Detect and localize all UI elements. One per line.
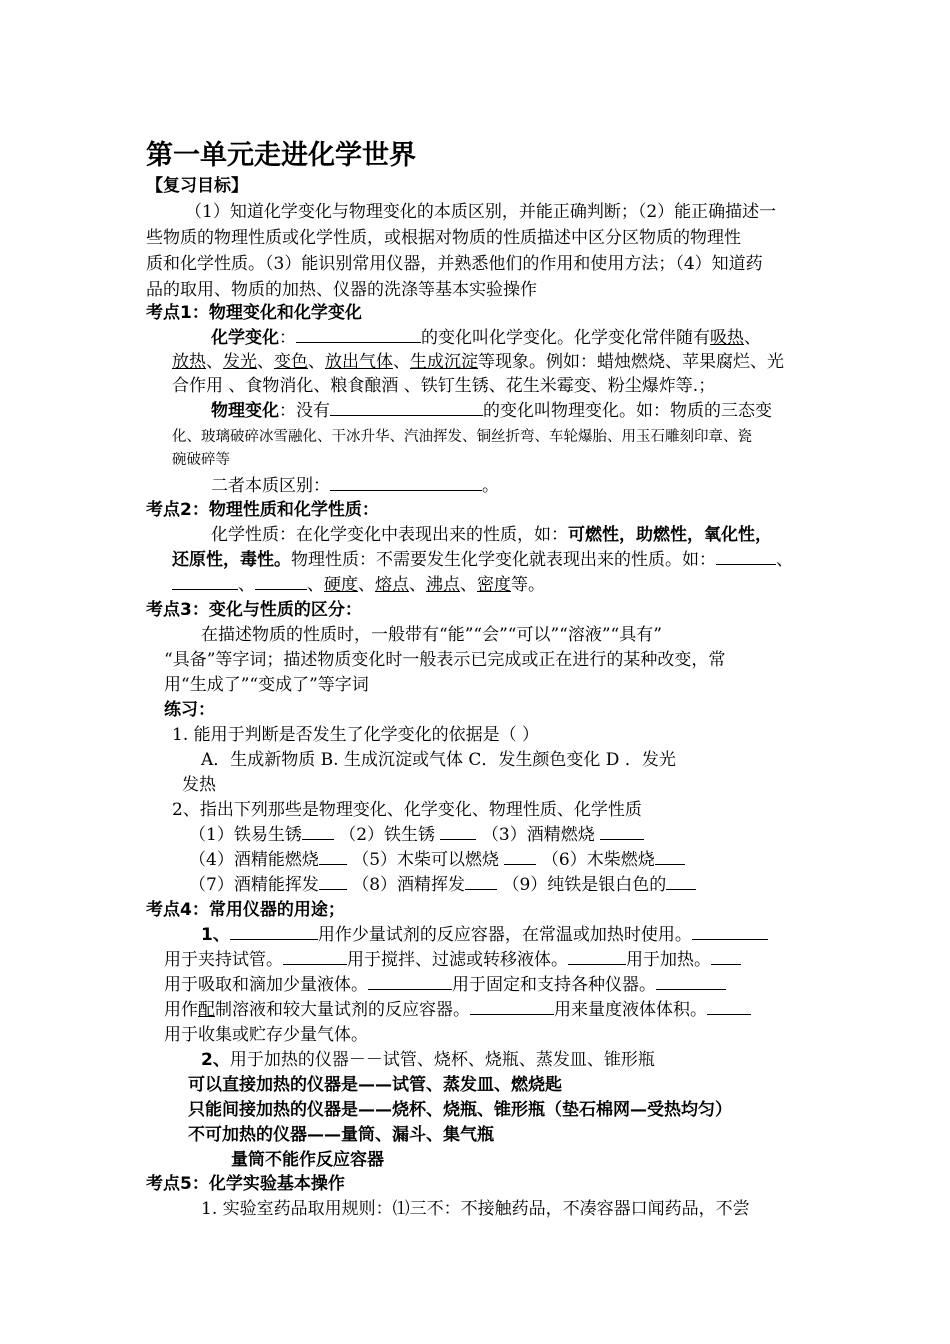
instrument-line: 用于吸取和滴加少量液体。 用于固定和支持各种仪器。 <box>164 973 726 997</box>
rule-line: 1. 实验室药品取用规则：⑴三不：不接触药品，不凑容器口闻药品，不尝 <box>201 1199 750 1219</box>
answer-blank[interactable] <box>302 823 334 840</box>
chem-change-line: 化学变化： 的变化叫化学变化。化学变化常伴随有吸热、 <box>211 328 761 348</box>
question-1-options: 发热 <box>182 775 216 795</box>
instrument-line: 用作配制溶液和较大量试剂的反应容器。 用来量度液体体积。 <box>164 998 751 1022</box>
cylinder-note: 量筒不能作反应容器 <box>231 1150 384 1170</box>
fill-blank[interactable] <box>172 573 238 590</box>
fill-blank[interactable] <box>230 923 318 940</box>
fill-blank[interactable] <box>330 474 482 491</box>
review-line: （1）知道化学变化与物理变化的本质区别，并能正确判断；（2）能正确描述一 <box>185 202 777 222</box>
answer-blank[interactable] <box>504 848 536 865</box>
paragraph-line: 用“生成了”“变成了”等字词 <box>164 675 369 695</box>
answer-blank[interactable] <box>465 873 497 890</box>
paragraph-line: “具备”等字词；描述物质变化时一般表示已完成或正在进行的某种改变，常 <box>164 650 726 670</box>
property-line: 、 、硬度、熔点、沸点、密度等。 <box>172 573 545 597</box>
page-title: 第一单元走进化学世界 <box>146 140 416 171</box>
fill-blank[interactable] <box>255 573 307 590</box>
answer-blank[interactable] <box>600 823 644 840</box>
review-line: 品的取用、物质的加热、仪器的洗涤等基本实验操作 <box>146 280 537 300</box>
indirect-heat-line: 只能间接加热的仪器是——烧杯、烧瓶、锥形瓶（垫石棉网—受热均匀） <box>188 1100 732 1120</box>
practice-heading: 练习： <box>164 700 215 720</box>
answer-blank[interactable] <box>440 823 476 840</box>
instrument-line: 用于夹持试管。 用于搅拌、过滤或转移液体。 用于加热。 <box>164 948 741 972</box>
heating-line: 2、用于加热的仪器－－试管、烧杯、烧瓶、蒸发皿、锥形瓶 <box>201 1050 655 1070</box>
question-2-row: （1）铁易生锈 （2）铁生锈 （3）酒精燃烧 <box>189 823 644 847</box>
property-line: 还原性，毒性。物理性质：不需要发生化学变化就表现出来的性质。如： 、 <box>172 550 793 570</box>
fill-blank[interactable] <box>716 548 776 565</box>
fill-blank[interactable] <box>296 326 421 343</box>
instrument-line: 用于收集或贮存少量气体。 <box>164 1025 368 1045</box>
fill-blank[interactable] <box>283 948 347 965</box>
difference-line: 二者本质区别： 。 <box>211 476 499 496</box>
question-2-row: （4）酒精能燃烧 （5）木柴可以燃烧 （6）木柴燃烧 <box>189 848 685 872</box>
section-heading-kp5: 考点5：化学实验基本操作 <box>146 1174 345 1194</box>
answer-blank[interactable] <box>655 848 685 865</box>
review-heading: 【复习目标】 <box>146 176 248 196</box>
section-heading-kp2: 考点2：物理性质和化学性质： <box>146 500 379 520</box>
phys-change-line: 化、玻璃破碎冰雪融化、干冰升华、汽油挥发、铜丝折弯、车轮爆胎、用玉石雕刻印章、瓷 <box>172 429 752 445</box>
fill-blank[interactable] <box>368 973 452 990</box>
answer-blank[interactable] <box>666 873 696 890</box>
answer-blank[interactable] <box>319 873 347 890</box>
chem-change-label: 化学变化 <box>211 328 279 348</box>
fill-blank[interactable] <box>470 998 554 1015</box>
section-heading-kp4: 考点4：常用仪器的用途； <box>146 900 345 920</box>
question-2-row: （7）酒精能挥发 （8）酒精挥发 （9）纯铁是银白色的 <box>189 873 696 897</box>
direct-heat-line: 可以直接加热的仪器是——试管、蒸发皿、燃烧匙 <box>188 1075 562 1095</box>
fill-blank[interactable] <box>707 998 751 1015</box>
chem-change-line: 放热、发光、变色、放出气体、生成沉淀等现象。例如：蜡烛燃烧、苹果腐烂、光 <box>172 352 784 372</box>
no-heat-line: 不可加热的仪器——量筒、漏斗、集气瓶 <box>188 1125 494 1145</box>
paragraph-line: 在描述物质的性质时，一般带有“能”“会”“可以”“溶液”“具有” <box>201 625 662 645</box>
phys-change-line: 物理变化：没有 的变化叫物理变化。如：物质的三态变 <box>211 401 772 421</box>
question-2: 2、指出下列那些是物理变化、化学变化、物理性质、化学性质 <box>172 800 642 820</box>
review-line: 些物质的物理性质或化学性质，或根据对物质的性质描述中区分区物质的物理性 <box>146 228 741 248</box>
review-line: 质和化学性质。（3）能识别常用仪器，并熟悉他们的作用和使用方法；（4）知道药 <box>146 254 763 274</box>
fill-blank[interactable] <box>692 923 768 940</box>
phys-change-line: 碗破碎等 <box>172 452 230 468</box>
question-1-options: A．生成新物质 B. 生成沉淀或气体 C．发生颜色变化 D ．发光 <box>201 750 676 770</box>
answer-blank[interactable] <box>319 848 347 865</box>
fill-blank[interactable] <box>656 973 726 990</box>
fill-blank[interactable] <box>330 399 483 416</box>
question-1: 1. 能用于判断是否发生了化学变化的依据是（ ） <box>172 725 540 745</box>
fill-blank[interactable] <box>711 948 741 965</box>
property-line: 化学性质：在化学变化中表现出来的性质，如：可燃性，助燃性，氧化性， <box>211 525 772 545</box>
fill-blank[interactable] <box>568 948 626 965</box>
chem-change-line: 合作用 、食物消化、粮食酿酒 、铁钉生锈、花生米霉变、粉尘爆炸等.； <box>172 376 716 396</box>
section-heading-kp1: 考点1：物理变化和化学变化 <box>146 303 362 323</box>
instrument-line: 1、 用作少量试剂的反应容器，在常温或加热时使用。 <box>201 923 768 947</box>
phys-change-label: 物理变化 <box>211 401 279 421</box>
section-heading-kp3: 考点3：变化与性质的区分： <box>146 600 362 620</box>
